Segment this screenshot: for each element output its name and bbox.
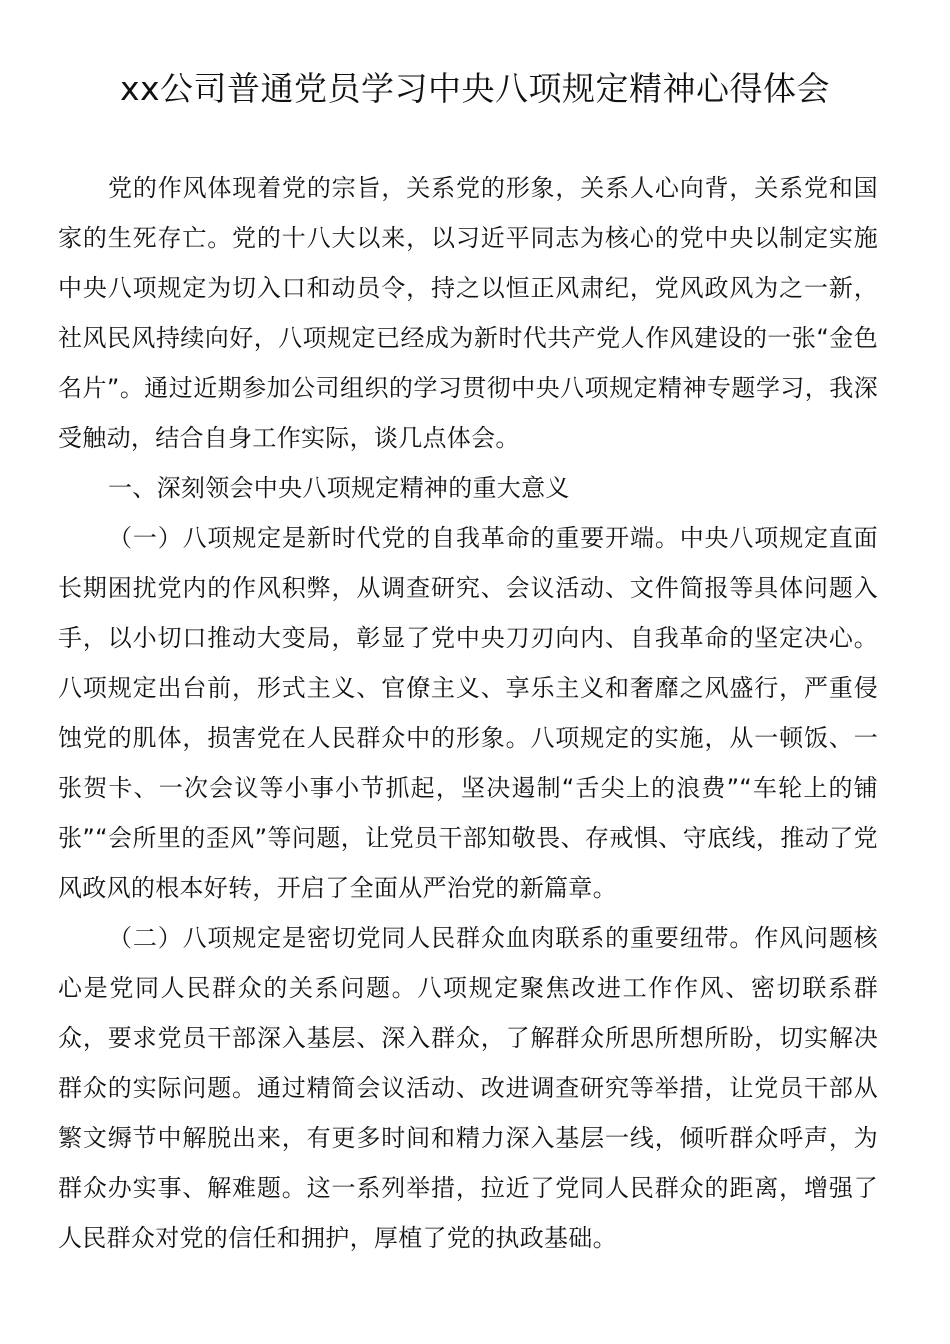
section-heading-1: 一、深刻领会中央八项规定精神的重大意义 bbox=[108, 474, 570, 502]
section-1-paragraph-2: （二）八项规定是密切党同人民群众血肉联系的重要纽带。作风问题核心是党同人民群众的关系问题。八项规定聚焦改进工作作风、密切联系群众，要求党员干部深入基层、深入群众，了解群众所思所想所盼，切实解决群众的实际问题。通过精简会议活动、改进调查研究等举措，让党员干部从繁文缛节中解脱出来，有更多时间和精力深入基层一线，倾听群众呼声，为群众办实事、解难题。这一系列举措，拉近了党同人民群众的距离，增强了人民群众对党的信任和拥护，厚植了党的执政基础。 bbox=[58, 924, 878, 1252]
document-body bbox=[58, 163, 878, 1263]
section-1-paragraph-1: （一）八项规定是新时代党的自我革命的重要开端。中央八项规定直面长期困扰党内的作风积弊，从调查研究、会议活动、文件简报等具体问题入手，以小切口推动大变局，彰显了党中央刀刃向内、自我革命的坚定决心。八项规定出台前，形式主义、官僚主义、享乐主义和奢靡之风盛行，严重侵蚀党的肌体，损害党在人民群众中的形象。八项规定的实施，从一顿饭、一张贺卡、一次会议等小事小节抓起，坚决遏制“舌尖上的浪费”“车轮上的铺张”“会所里的歪风”等问题，让党员干部知敬畏、存戒惧、守底线，推动了党风政风的根本好转，开启了全面从严治党的新篇章。 bbox=[58, 524, 878, 902]
document-title: xx公司普通党员学习中央八项规定精神心得体会 bbox=[119, 69, 831, 108]
intro-paragraph: 党的作风体现着党的宗旨，关系党的形象，关系人心向背，关系党和国家的生死存亡。党的十八大以来，以习近平同志为核心的党中央以制定实施中央八项规定为切入口和动员令，持之以恒正风肃纪，党风政风为之一新，社风民风持续向好，八项规定已经成为新时代共产党人作风建设的一张“金色名片”。通过近期参加公司组织的学习贯彻中央八项规定精神专题学习，我深受触动，结合自身工作实际，谈几点体会。 bbox=[58, 174, 878, 452]
